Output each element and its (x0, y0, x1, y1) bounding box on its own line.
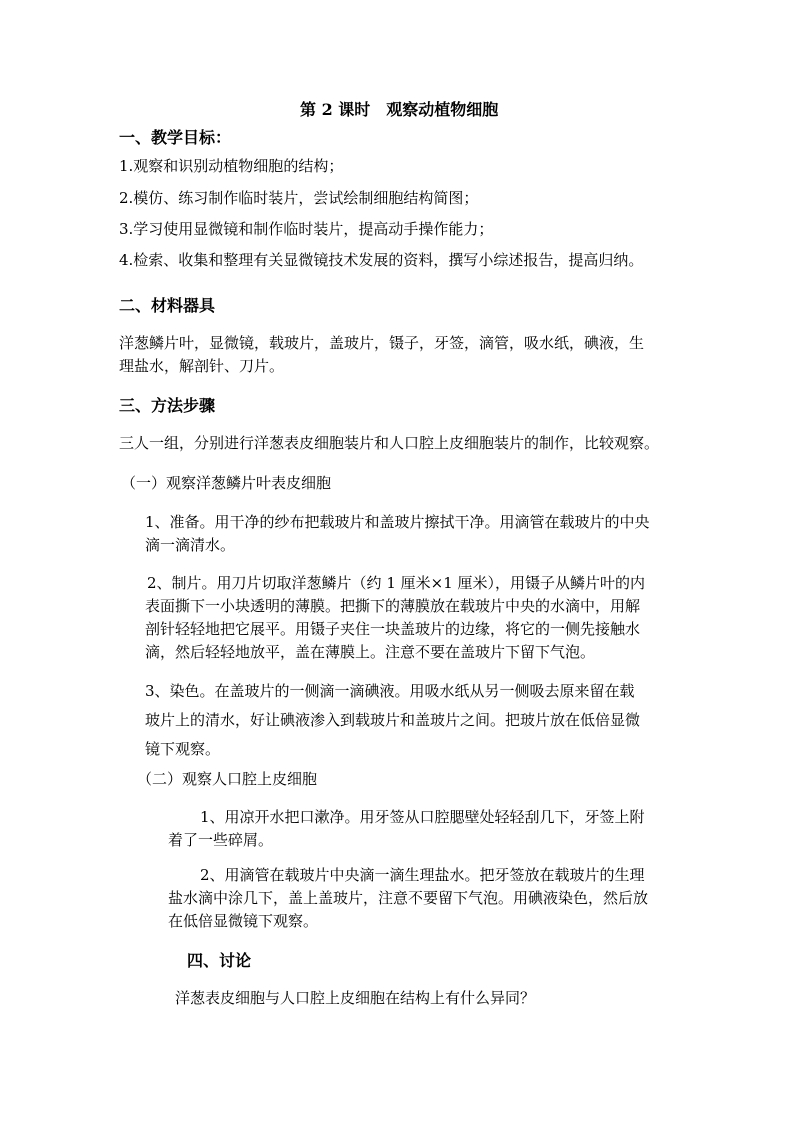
part2-heading: （二）观察人口腔上皮细胞 (137, 770, 318, 788)
goal-item: 3.学习使用显微镜和制作临时装片，提高动手操作能力； (119, 220, 494, 238)
goal-item: 4.检索、收集和整理有关显微镜技术发展的资料，撰写小综述报告，提高归纳。 (119, 251, 644, 269)
goal-item: 2.模仿、练习制作临时装片，尝试绘制细胞结构简图； (119, 189, 479, 207)
part2-step2 (168, 864, 648, 933)
step-line: 着了一些碎屑。 (168, 831, 274, 849)
materials-paragraph (119, 332, 644, 378)
goal-item: 1.观察和识别动植物细胞的结构； (119, 157, 344, 175)
part1-heading: （一）观察洋葱鳞片叶表皮细胞 (121, 474, 332, 492)
step-line: 1、准备。用干净的纱布把载玻片和盖玻片擦拭干净。用滴管在载玻片的中央 (145, 513, 650, 531)
step-line: 2、制片。用刀片切取洋葱鳞片（约 1 厘米×1 厘米），用镊子从鳞片叶的内 (147, 574, 646, 592)
page-title: 第 2 课时 观察动植物细胞 (300, 100, 499, 119)
step-line: 滴，然后轻轻地放平，盖在薄膜上。注意不要在盖玻片下留下气泡。 (145, 643, 596, 661)
step-line: 盐水滴中涂几下，盖上盖玻片，注意不要留下气泡。用碘液染色，然后放 (168, 889, 649, 907)
discussion-heading: 四、讨论 (187, 951, 252, 970)
step-line: 1、用凉开水把口漱净。用牙签从口腔腮壁处轻轻刮几下，牙签上附 (200, 808, 645, 826)
step-line: 镜下观察。 (145, 740, 221, 758)
step-line: 2、用滴管在载玻片中央滴一滴生理盐水。把牙签放在载玻片的生理 (200, 866, 645, 884)
part1-step1 (145, 511, 650, 557)
materials-heading: 二、材料器具 (119, 296, 216, 315)
step-line: 剖针轻轻地把它展平。用镊子夹住一块盖玻片的边缘，将它的一侧先接触水 (145, 620, 641, 638)
method-intro: 三人一组，分别进行洋葱表皮细胞装片和人口腔上皮细胞装片的制作，比较观察。 (119, 434, 660, 452)
materials-line: 理盐水，解剖针、刀片。 (119, 357, 285, 375)
part1-step3 (145, 677, 640, 764)
method-heading: 三、方法步骤 (119, 396, 216, 415)
goals-heading: 一、教学目标： (119, 128, 232, 147)
part1-step2 (145, 572, 645, 664)
step-line: 在低倍显微镜下观察。 (168, 912, 319, 930)
materials-line: 洋葱鳞片叶，显微镜，载玻片，盖玻片，镊子，牙签，滴管，吸水纸，碘液，生 (119, 334, 645, 352)
step-line: 表面撕下一小块透明的薄膜。把撕下的薄膜放在载玻片中央的水滴中，用解 (145, 597, 641, 615)
step-line: 玻片上的清水，好让碘液渗入到载玻片和盖玻片之间。把玻片放在低倍显微 (145, 711, 641, 729)
step-line: 滴一滴清水。 (145, 536, 236, 554)
part2-step1 (168, 806, 645, 852)
step-line: 3、染色。在盖玻片的一侧滴一滴碘液。用吸水纸从另一侧吸去原来留在载 (145, 682, 635, 700)
discussion-question: 洋葱表皮细胞与人口腔上皮细胞在结构上有什么异同？ (175, 989, 536, 1007)
